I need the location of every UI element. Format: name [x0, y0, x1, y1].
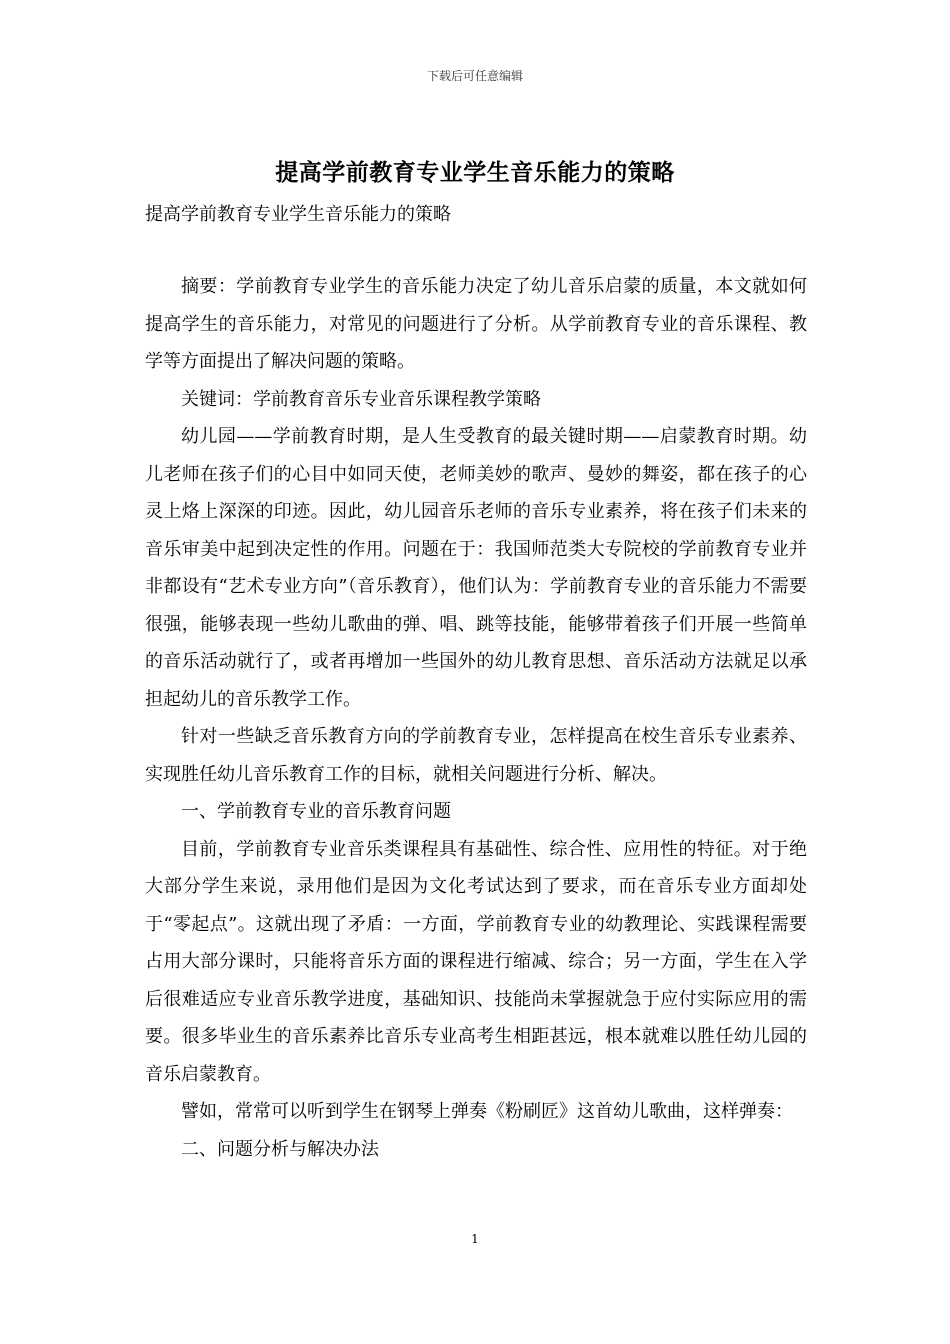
body-paragraph: 针对一些缺乏音乐教育方向的学前教育专业，怎样提高在校生音乐专业素养、实现胜任幼儿音乐教育工作的目标，就相关问题进行分析、解决。	[145, 726, 807, 785]
section-heading: 二、问题分析与解决办法	[181, 1138, 379, 1160]
document-body	[145, 268, 807, 1168]
document-subtitle: 提高学前教育专业学生音乐能力的策略	[145, 204, 451, 225]
section-heading: 一、学前教育专业的音乐教育问题	[181, 801, 451, 822]
abstract-paragraph: 摘要：学前教育专业学生的音乐能力决定了幼儿音乐启蒙的质量，本文就如何提高学生的音乐能力，对常见的问题进行了分析。从学前教育专业的音乐课程、教学等方面提出了解决问题的策略。	[145, 276, 807, 372]
document-title: 提高学前教育专业学生音乐能力的策略	[275, 159, 675, 186]
keywords-paragraph: 关键词：学前教育音乐专业音乐课程教学策略	[181, 388, 541, 410]
page-header-note: 下载后可任意编辑	[426, 69, 523, 83]
body-paragraph: 幼儿园——学前教育时期，是人生受教育的最关键时期——启蒙教育时期。幼儿老师在孩子们的心目中如同天使，老师美妙的歌声、曼妙的舞姿，都在孩子的心灵上烙上深深的印迹。因此，幼儿园音乐老师的音乐专业素养，将在孩子们未来的音乐审美中起到决定性的作用。问题在于：我国师范类大专院校的学前教育专业并非都设有“艺术专业方向”（音乐教育），他们认为：学前教育专业的音乐能力不需要很强，能够表现一些幼儿歌曲的弹、唱、跳等技能，能够带着孩子们开展一些简单的音乐活动就行了，或者再增加一些国外的幼儿教育思想、音乐活动方法就足以承担起幼儿的音乐教学工作。	[145, 426, 807, 710]
body-paragraph: 目前，学前教育专业音乐类课程具有基础性、综合性、应用性的特征。对于绝大部分学生来说，录用他们是因为文化考试达到了要求，而在音乐专业方面却处于“零起点”。这就出现了矛盾：一方面，学前教育专业的幼教理论、实践课程需要占用大部分课时，只能将音乐方面的课程进行缩减、综合；另一方面，学生在入学后很难适应专业音乐教学进度，基础知识、技能尚未掌握就急于应付实际应用的需要。很多毕业生的音乐素养比音乐专业高考生相距甚远，根本就难以胜任幼儿园的音乐启蒙教育。	[145, 838, 807, 1085]
page-number: 1	[471, 1232, 479, 1246]
body-paragraph: 譬如，常常可以听到学生在钢琴上弹奏《粉刷匠》这首幼儿歌曲，这样弹奏：	[181, 1101, 793, 1122]
